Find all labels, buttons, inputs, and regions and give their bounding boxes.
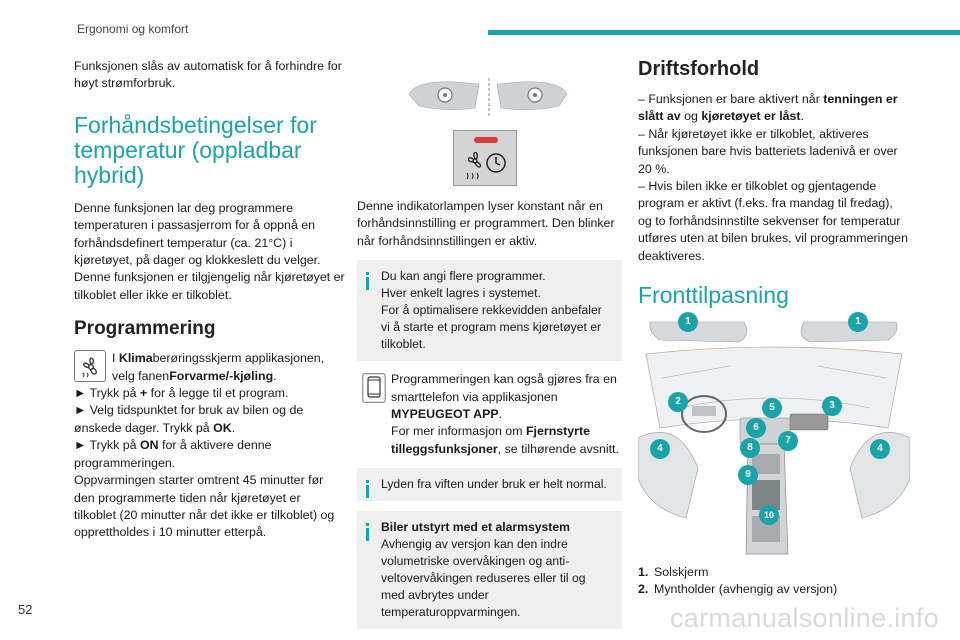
preconditioning-indicator-icon	[453, 130, 517, 186]
callout-badge: 1	[848, 312, 868, 332]
column-right	[638, 58, 910, 599]
callout-badge: 6	[746, 418, 766, 438]
note-line: For å optimalisere rekkevidden anbefaler vi å starte et program mens kjøretøyet er tilkoblet.	[381, 303, 602, 352]
bullet-activate: ► Trykk på ON for å aktivere denne programmeringen.	[74, 438, 272, 470]
bullet-select-time: ► Velg tidspunktet for bruk av bilen og de ønskede dager. Trykk på OK.	[74, 403, 304, 435]
info-note-fan-noise	[357, 468, 622, 501]
preconditioning-text: Denne funksjonen lar deg programmere temperaturen i passasjerrom for å oppnå en forhåndsdefinert temperatur (ca. 21°C) i kjøretøyet, på dager og klokkeslett du velger. Denne funksjonen er tilgjengelig når kjøretøyet er tilkoblet eller ikke er tilkoblet.	[74, 200, 345, 302]
callout-badge: 10	[759, 505, 779, 525]
header-accent-bar	[488, 30, 960, 35]
note-line: Du kan angi flere programmer.	[381, 269, 546, 284]
indicator-description: Denne indikatorlampen lyser konstant når en forhåndsinnstilling er programmert. Den blinker når forhåndsinnstillingen er aktiv.	[357, 199, 615, 248]
callout-badge: 8	[740, 438, 760, 458]
heating-start-text: Oppvarmingen starter omtrent 45 minutter før den programmerte tiden når kjøretøyet er tilkoblet (20 minutter når det ikke er tilkoblet) og opprettholdes i 10 minutter etterpå.	[74, 473, 335, 540]
info-note-multiple-programs	[357, 260, 622, 361]
callout-badge: 9	[738, 465, 758, 485]
running-header: Ergonomi og komfort	[77, 22, 189, 36]
column-middle	[357, 68, 622, 639]
climate-instruction	[74, 350, 346, 385]
condition-item-3: – Hvis bilen ikke er tilkoblet og gjentagende program er aktivt (f.eks. fra mandag til fredag), og to forhåndsinnstilte sekvenser for temperatur utføres uten at bilen brukes, vil programmeringen deaktiveres.	[638, 179, 908, 263]
section-heading-front-fittings: Fronttilpasning	[638, 282, 789, 309]
section-heading-operating-conditions: Driftsforhold	[638, 58, 760, 80]
condition-item-1: – Funksjonen er bare aktivert når tenningen er slått av og kjøretøyet er låst.	[638, 92, 898, 124]
instrument-panel-illustration	[357, 68, 622, 186]
bullet-add-program: ► Trykk på + for å legge til et program.	[74, 386, 289, 401]
note-text: Lyden fra viften under bruk er helt normal.	[381, 477, 607, 492]
callout-badge: 3	[822, 396, 842, 416]
condition-item-2: – Når kjøretøyet ikke er tilkoblet, aktiveres funksjonen bare hvis batteriets ladenivå er over 20 %.	[638, 126, 898, 176]
legend-list	[638, 564, 910, 599]
note-line: Hver enkelt lagres i systemet.	[381, 286, 541, 301]
info-note-alarm	[357, 511, 622, 629]
front-interior-illustration	[638, 318, 910, 556]
fan-icon	[74, 350, 106, 382]
callout-badge: 5	[762, 398, 782, 418]
list-item: 2. Myntholder (avhengig av versjon)	[638, 582, 838, 597]
intro-text: Funksjonen slås av automatisk for å forhindre for høyt strømforbruk.	[74, 59, 342, 91]
callout-badge: 1	[678, 312, 698, 332]
smartphone-note-text: Programmeringen kan også gjøres fra en smarttelefon via applikasjonen MYPEUGEOT APP. For mer informasjon om Fjernstyrte tilleggsfunksjoner, se tilhørende avsnitt.	[391, 372, 619, 456]
smartphone-icon	[362, 373, 384, 399]
section-heading-programming: Programmering	[74, 318, 216, 340]
watermark: carmanualsonline.info	[670, 603, 939, 633]
callout-badge: 2	[668, 392, 688, 412]
callout-badge: 7	[778, 431, 798, 451]
alarm-note-text: Avhengig av versjon kan den indre volumetriske overvåkingen og anti-veltovervåkingen reduseres eller til og med avbrytes under temperaturoppvarmingen.	[381, 537, 586, 620]
page-number: 52	[18, 602, 33, 617]
callout-badge: 4	[870, 439, 890, 459]
column-left	[74, 58, 346, 542]
section-heading-preconditioning: Forhåndsbetingelser for temperatur (oppladbar hybrid)	[74, 111, 317, 188]
list-item: 1. Solskjerm	[638, 565, 709, 580]
callout-badge: 4	[650, 439, 670, 459]
climate-instruction-text: I Klimaberøringsskjerm applikasjonen, velg fanenForvarme/-kjøling.	[112, 351, 325, 383]
smartphone-note	[357, 371, 622, 458]
alarm-note-title: Biler utstyrt med et alarmsystem	[381, 520, 570, 535]
